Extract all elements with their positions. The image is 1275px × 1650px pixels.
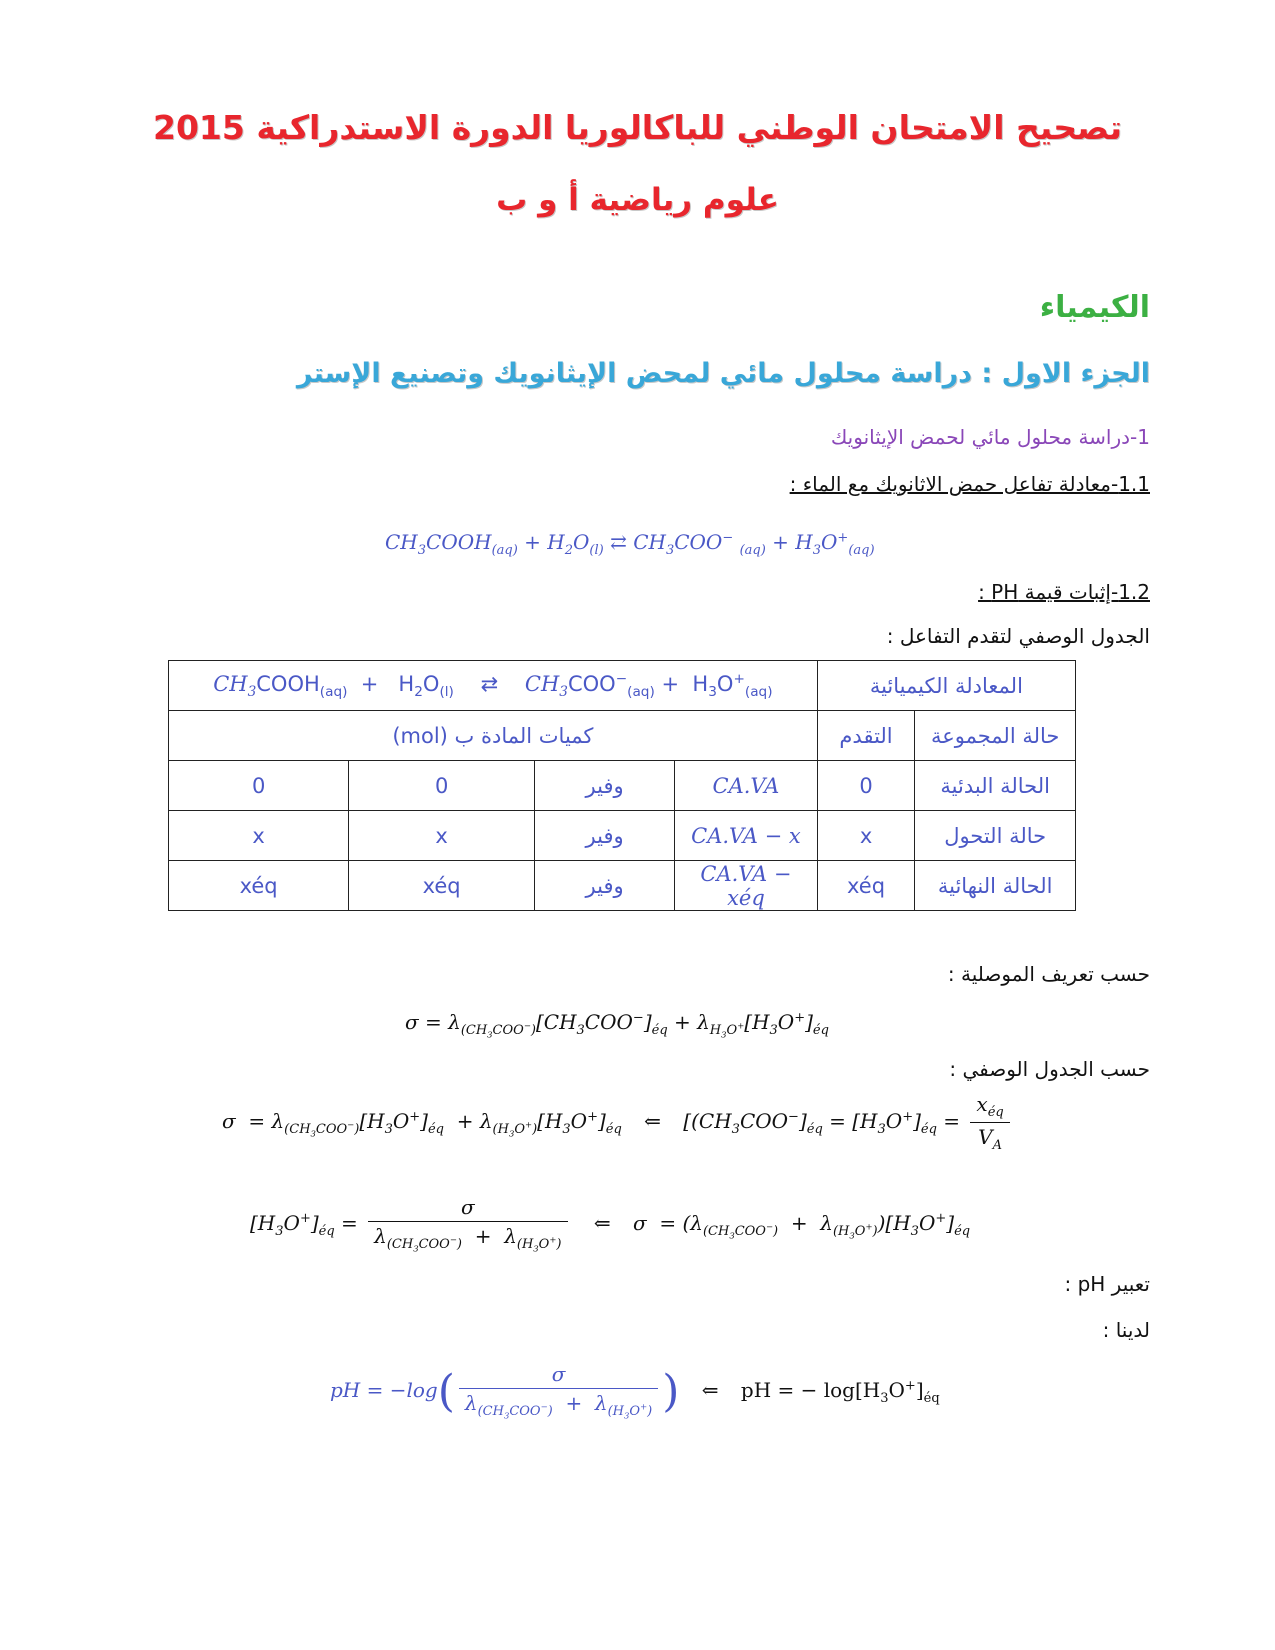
ph-expression-label: تعبير pH : — [1064, 1272, 1150, 1296]
cell-acid: CA.VA — [675, 761, 818, 811]
table-equation-cell: $CH_3COOH_{(aq)} + H_2O_{(l)}$ ⇄ $CH_3COO^-_{(aq)} + H_3O^+_{(aq)}$ — [169, 661, 818, 711]
table-state-label: حالة المجموعة — [915, 711, 1076, 761]
cell-base: 0 — [349, 761, 535, 811]
part1-heading: الجزء الاول : دراسة محلول مائي لمحض الإيثانويك وتصنيع الإستر — [296, 358, 1150, 389]
cell-water: وفير — [535, 861, 675, 911]
table-row — [169, 811, 1076, 861]
cell-adv: 0 — [817, 761, 915, 811]
cell-h3o: xéq — [169, 861, 349, 911]
question-1-1: 1.1-معادلة تفاعل حمض الاثانويك مع الماء : — [789, 472, 1150, 496]
page-subtitle: علوم رياضية أ و ب — [496, 182, 779, 218]
table-quantities-label: كميات المادة ب (mol) — [169, 711, 818, 761]
cell-adv: xéq — [817, 861, 915, 911]
conductivity-intro: حسب تعريف الموصلية : — [947, 962, 1150, 986]
we-have-label: لدينا : — [1102, 1318, 1150, 1342]
h3o-equation: $[H_3O^+]_{éq}$ = $\frac{\sigma}{\lambda_{(CH_3COO^-)} + \lambda_{(H_3O^+)}}$ ⇐ $\sigma = (\lambda_{(CH_3COO^-)} + \lambda_{(H_3O^+)})[H_3O^+]_{éq}$ — [250, 1195, 971, 1254]
cell-water: وفير — [535, 811, 675, 861]
cell-state: الحالة النهائية — [915, 861, 1076, 911]
conductivity-equation: $\sigma = \lambda_{(CH_3COO^-)}[CH_3COO^-]_{éq} + \lambda_{H_3O^+}[H_3O^+]_{éq}$ — [405, 1010, 829, 1040]
table-ref: حسب الجدول الوصفي : — [949, 1057, 1150, 1081]
page-title: تصحيح الامتحان الوطني للباكالوريا الدورة الاستدراكية 2015 — [153, 108, 1122, 147]
table-row — [169, 761, 1076, 811]
cell-adv: x — [817, 811, 915, 861]
table-eq-label: المعادلة الكيميائية — [817, 661, 1075, 711]
subsection-1: 1-دراسة محلول مائي لحمض الإيثانويك — [830, 425, 1150, 449]
ph-equation: pH = −log( $\frac{\sigma}{\lambda_{(CH_3COO^-)} + \lambda_{(H_3O^+)}}$ ) ⇐ pH = − $\log[H_3O^+]_{éq}$ — [330, 1362, 940, 1421]
advancement-table — [168, 660, 1076, 911]
cell-acid: CA.VA − xéq — [675, 861, 818, 911]
cell-state: الحالة البدئية — [915, 761, 1076, 811]
table-row — [169, 861, 1076, 911]
cell-h3o: x — [169, 811, 349, 861]
cell-base: x — [349, 811, 535, 861]
cell-base: xéq — [349, 861, 535, 911]
table-intro: الجدول الوصفي لتقدم التفاعل : — [886, 624, 1150, 648]
table-advance-label: التقدم — [817, 711, 915, 761]
cell-h3o: 0 — [169, 761, 349, 811]
sigma-equation-2: $\sigma = \lambda_{(CH_3COO^-)}[H_3O^+]_{éq} + \lambda_{(H_3O^+)}[H_3O^+]_{éq}$ ⇐ [$(CH_3COO^-]_{éq} = [H_3O^+]_{éq}$ = $\frac{x_{éq}}{V_A}$ — [222, 1092, 1014, 1153]
chemistry-heading: الكيمياء — [1039, 290, 1150, 325]
question-1-2: 1.2-إثبات قيمة PH : — [978, 580, 1150, 604]
reaction-equation: $CH_3COOH_{(aq)} + H_2O_{(l)}$ ⇄ $CH_3COO^-$ $_{(aq)} + H_3O^+_{(aq)}$ — [385, 530, 875, 558]
cell-acid: CA.VA − x — [675, 811, 818, 861]
cell-state: حالة التحول — [915, 811, 1076, 861]
cell-water: وفير — [535, 761, 675, 811]
